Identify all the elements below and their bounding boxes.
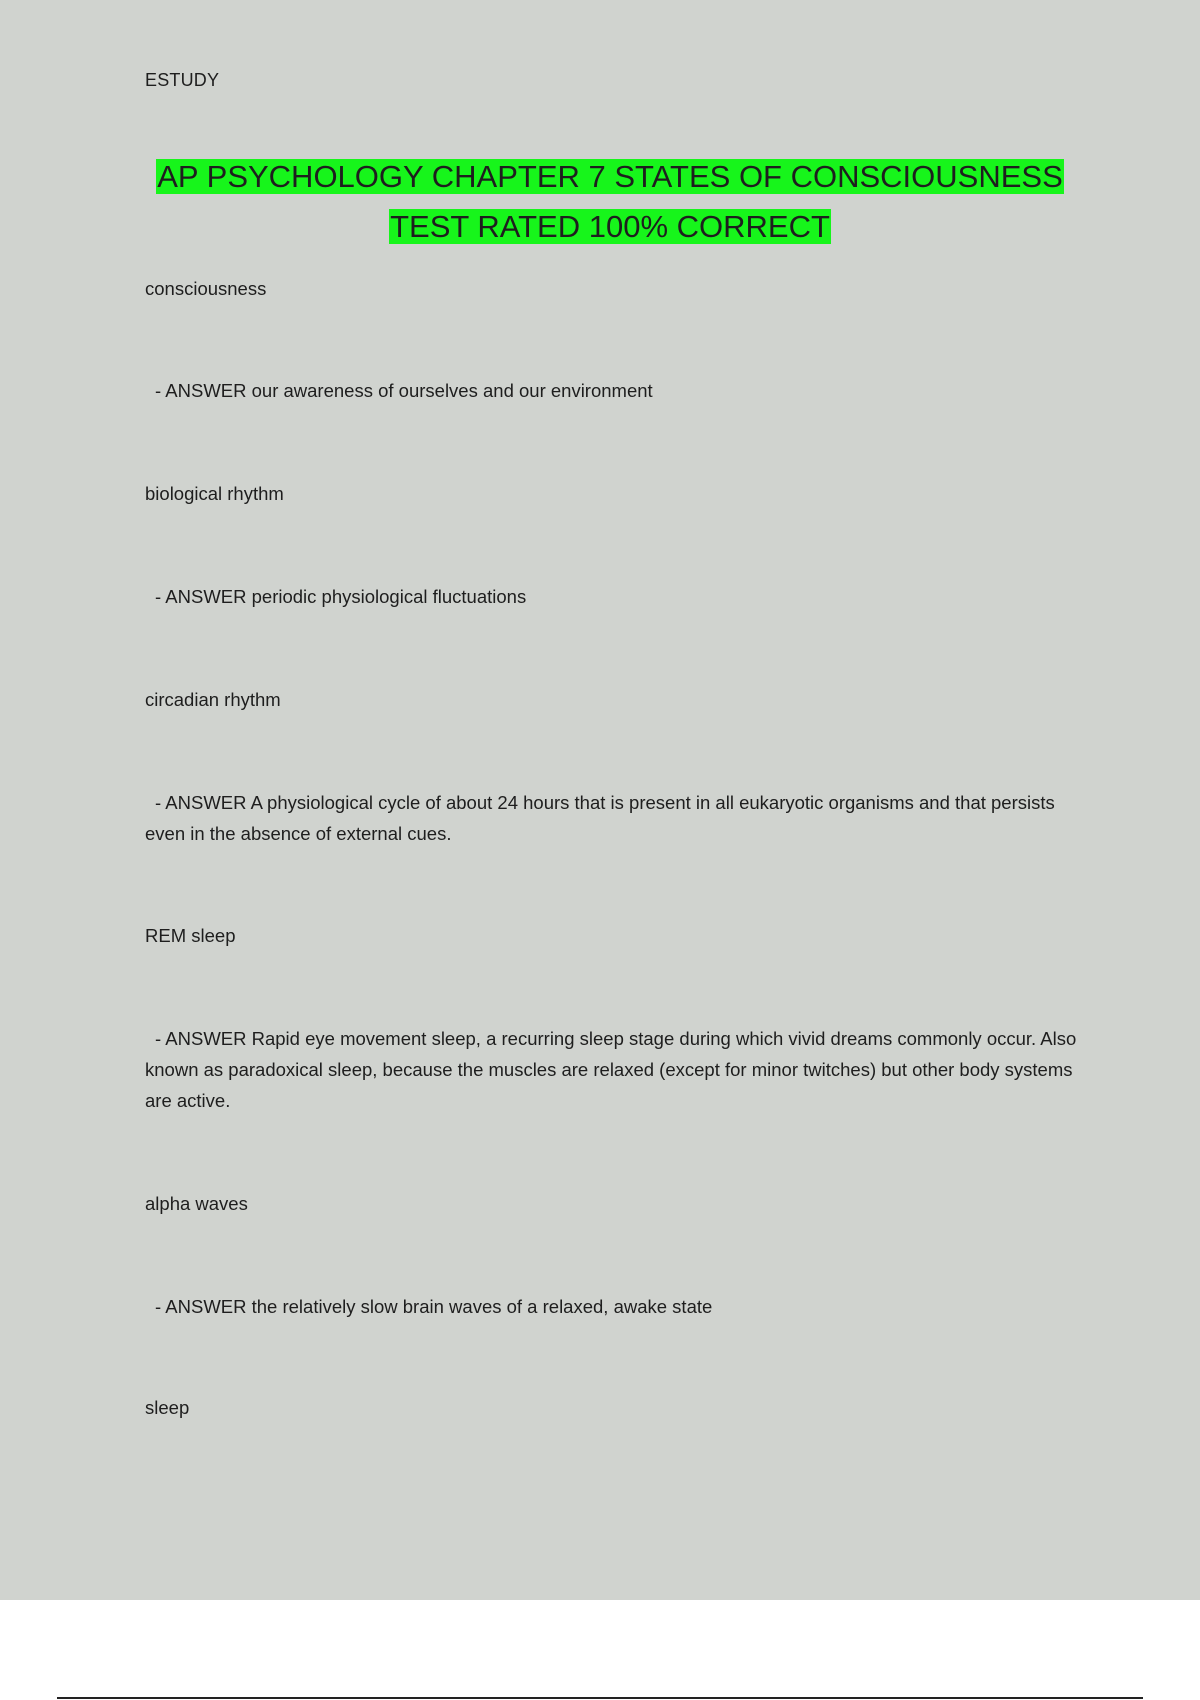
answer-alpha-waves: - ANSWER the relatively slow brain waves of a relaxed, awake state: [155, 1296, 713, 1317]
term-sleep: sleep: [145, 1397, 190, 1418]
answer-circadian-rhythm: - ANSWER A physiological cycle of about 24 hours that is present in all eukaryotic organisms and that persists even in the absence of external cues.: [145, 792, 1055, 844]
document-title: [145, 152, 1075, 252]
answer-consciousness: - ANSWER our awareness of ourselves and our environment: [155, 380, 653, 401]
answer-biological-rhythm: - ANSWER periodic physiological fluctuations: [155, 586, 527, 607]
answer-rem-sleep: - ANSWER Rapid eye movement sleep, a recurring sleep stage during which vivid dreams commonly occur. Also known as paradoxical sleep, because the muscles are relaxed (except for minor twitches) but other body systems are active.: [145, 1028, 1077, 1111]
term-alpha-waves: alpha waves: [145, 1193, 248, 1214]
footer-divider: [57, 1697, 1143, 1699]
term-consciousness: consciousness: [145, 278, 267, 299]
term-circadian-rhythm: circadian rhythm: [145, 689, 281, 710]
title-highlight: AP PSYCHOLOGY CHAPTER 7 STATES OF CONSCIOUSNESS TEST RATED 100% CORRECT: [157, 159, 1063, 244]
term-biological-rhythm: biological rhythm: [145, 483, 284, 504]
term-rem-sleep: REM sleep: [145, 925, 236, 946]
document-header: ESTUDY: [145, 70, 220, 90]
